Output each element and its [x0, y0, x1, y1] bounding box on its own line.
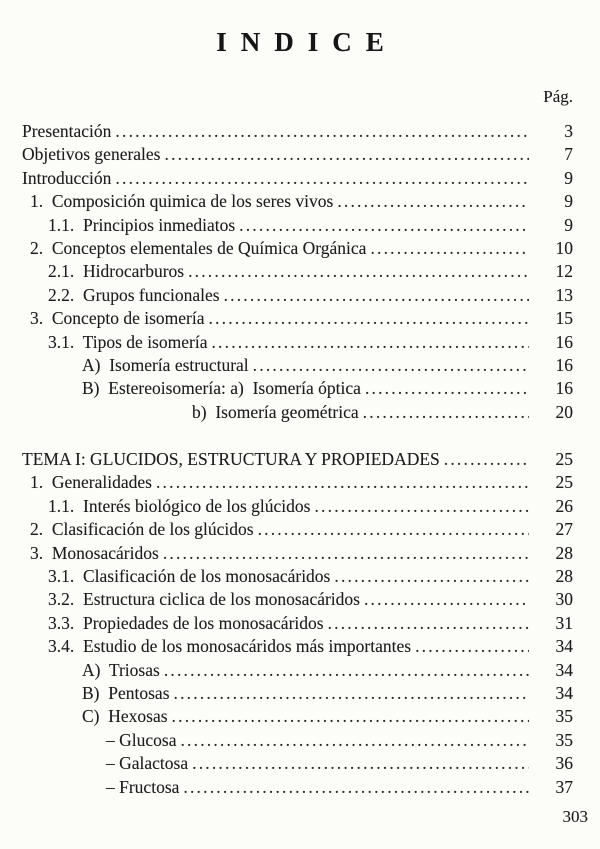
- toc-entry-title: 3.2. Estructura ciclica de los monosacáridos: [48, 589, 360, 610]
- toc-entry-title: Introducción: [22, 167, 112, 188]
- dot-leader: [184, 260, 529, 283]
- toc-entry: [22, 448, 573, 471]
- toc-entry-page: 12: [555, 261, 573, 282]
- dot-leader: [204, 307, 529, 330]
- toc-entry-title: 3. Monosacáridos: [30, 542, 159, 563]
- toc-entry-page: 3: [564, 121, 573, 141]
- toc-entry: [22, 588, 573, 611]
- toc-entry: [22, 752, 573, 775]
- toc-entry-page: 25: [555, 449, 573, 470]
- toc-entry: [22, 612, 573, 635]
- toc-entry-page: 34: [555, 636, 573, 657]
- dot-leader: [179, 776, 529, 799]
- toc-entry-title: B) Pentosas: [82, 682, 170, 703]
- toc-entry: [22, 354, 573, 377]
- toc-entry: [22, 143, 573, 166]
- toc-entry-title: – Fructosa: [106, 776, 180, 797]
- toc-entry-title: 2.2. Grupos funcionales: [48, 284, 220, 305]
- dot-leader: [360, 588, 529, 611]
- toc-entry: [22, 167, 573, 190]
- toc-entry-page: 20: [555, 401, 573, 422]
- toc-entry: [22, 377, 573, 400]
- dot-leader: [159, 542, 529, 565]
- toc-entry-page: 37: [555, 776, 573, 797]
- toc-entry: [22, 495, 573, 518]
- toc-entry-title: Presentación: [22, 121, 112, 141]
- toc-entry-title: B) Estereoisomería: a) Isomería óptica: [82, 378, 361, 399]
- toc-entry-page: 9: [564, 167, 573, 188]
- toc-entry-page: 25: [555, 472, 573, 493]
- toc-entry-title: A) Triosas: [82, 659, 160, 680]
- toc-entry-page: 16: [555, 331, 573, 352]
- toc-entry-page: 34: [555, 659, 573, 680]
- dot-leader: [440, 448, 529, 471]
- dot-leader: [366, 237, 529, 260]
- toc-entry: [22, 705, 573, 728]
- toc-entry: [22, 635, 573, 658]
- toc-entry: [22, 729, 573, 752]
- toc-entry-title: 1.1. Interés biológico de los glúcidos: [48, 495, 311, 516]
- toc-entry-title: 3.3. Propiedades de los monosacáridos: [48, 612, 324, 633]
- toc-entry-page: 9: [564, 191, 573, 212]
- toc-entry-page: 9: [564, 214, 573, 235]
- toc-entry-title: C) Hexosas: [82, 706, 168, 727]
- toc-entry: [22, 471, 573, 494]
- toc-entry: [22, 565, 573, 588]
- toc-entry-title: 3. Concepto de isomería: [30, 308, 205, 329]
- dot-leader: [330, 565, 529, 588]
- toc-entry-title: – Galactosa: [106, 753, 189, 774]
- toc-entry-title: 1.1. Principios inmediatos: [48, 214, 236, 235]
- toc-entry: [22, 214, 573, 237]
- toc-entry-title: – Glucosa: [106, 729, 177, 750]
- dot-leader: [170, 682, 530, 705]
- toc-entry-title: 3.1. Tipos de isomería: [48, 331, 208, 352]
- toc-entry-title: Objetivos generales: [22, 144, 161, 165]
- dot-leader: [324, 612, 529, 635]
- toc-entry-title: 2. Clasificación de los glúcidos: [30, 519, 254, 540]
- dot-leader: [361, 377, 529, 400]
- toc-entry-page: 35: [555, 706, 573, 727]
- toc-entry-page: 28: [555, 566, 573, 587]
- toc-entry: [22, 120, 573, 143]
- toc-entry-page: 16: [555, 354, 573, 375]
- toc-entry-title: 3.1. Clasificación de los monosacáridos: [48, 566, 331, 587]
- dot-leader: [111, 167, 529, 190]
- toc-entry-title: 2.1. Hidrocarburos: [48, 261, 185, 282]
- toc-entry: [22, 401, 573, 424]
- toc-entry-page: 28: [555, 542, 573, 563]
- dot-leader: [359, 401, 529, 424]
- toc-entry-page: 27: [555, 519, 573, 540]
- toc-entry-title: TEMA I: GLUCIDOS, ESTRUCTURA Y PROPIEDADES: [22, 449, 440, 470]
- toc-entry-page: 7: [564, 144, 573, 165]
- toc-entry-page: 16: [555, 378, 573, 399]
- toc-entry: [22, 659, 573, 682]
- dot-leader: [220, 284, 529, 307]
- toc-entry: [22, 518, 573, 541]
- toc-entry: [22, 776, 573, 799]
- folio-page-number: 303: [562, 806, 588, 826]
- toc-entry: [22, 284, 573, 307]
- toc-list: [22, 120, 573, 799]
- toc-entry-title: 1. Composición quimica de los seres vivos: [30, 191, 334, 212]
- toc-entry-title: b) Isomería geométrica: [192, 401, 359, 422]
- dot-leader: [207, 331, 529, 354]
- toc-entry-page: 31: [555, 612, 573, 633]
- toc-entry: [22, 190, 573, 213]
- toc-entry-page: 10: [555, 237, 573, 258]
- dot-leader: [111, 120, 529, 143]
- toc-entry: [22, 331, 573, 354]
- dot-leader: [161, 143, 530, 166]
- toc-entry: [22, 542, 573, 565]
- dot-leader: [333, 190, 529, 213]
- toc-entry-title: A) Isomería estructural: [82, 354, 249, 375]
- page-title: INDICE: [216, 27, 398, 57]
- toc-entry-title: 2. Conceptos elementales de Química Orgánica: [30, 237, 367, 258]
- page-column-header: Pág.: [543, 87, 573, 106]
- dot-leader: [235, 214, 529, 237]
- toc-entry-page: 13: [555, 284, 573, 305]
- toc-entry-title: 1. Generalidades: [30, 472, 152, 493]
- dot-leader: [254, 518, 529, 541]
- toc-entry-page: 15: [555, 308, 573, 329]
- toc-entry-page: 34: [555, 682, 573, 703]
- dot-leader: [249, 354, 529, 377]
- toc-entry-page: 30: [555, 589, 573, 610]
- dot-leader: [176, 729, 529, 752]
- toc-entry-page: 35: [555, 729, 573, 750]
- dot-leader: [168, 705, 529, 728]
- dot-leader: [411, 635, 529, 658]
- toc-entry: [22, 307, 573, 330]
- toc-entry-title: 3.4. Estudio de los monosacáridos más importantes: [48, 636, 412, 657]
- dot-leader: [152, 471, 529, 494]
- toc-entry: [22, 682, 573, 705]
- dot-leader: [160, 659, 529, 682]
- dot-leader: [310, 495, 529, 518]
- toc-entry: [22, 260, 573, 283]
- toc-entry-page: 26: [555, 495, 573, 516]
- dot-leader: [188, 752, 529, 775]
- toc-entry: [22, 237, 573, 260]
- toc-entry-page: 36: [555, 753, 573, 774]
